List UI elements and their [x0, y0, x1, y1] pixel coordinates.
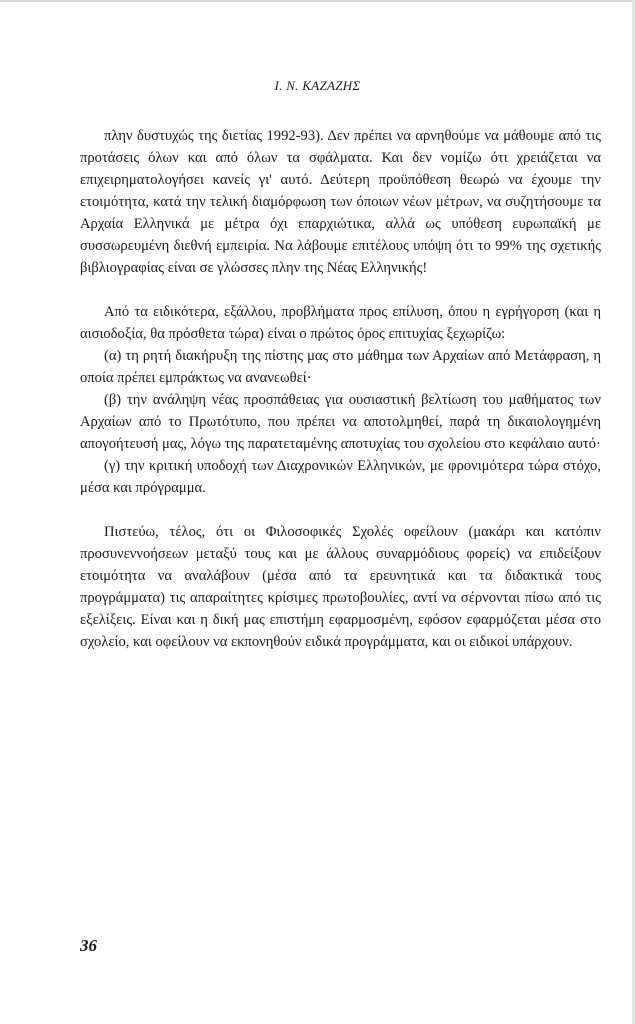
list-item-b: (β) την ανάληψη νέας προσπάθειας για ουσιαστική βελτίωση του μαθήματος των Αρχαίων από το Πρωτότυπο, που πρέπει να αποτολμηθεί, παρά τη δικαιολογημένη απογοήτευσή μας, λόγω της παρατεταμένης αποτυχίας του σχολείου στο κεφάλαιο αυτό·: [80, 392, 601, 452]
paragraph-conclusion: Πιστεύω, τέλος, ότι οι Φιλοσοφικές Σχολές οφείλουν (μακάρι και κατόπιν προσυνεννοήσεων μεταξύ τους και με άλλους συναρμόδιους φορείς) να επιδείξουν ετοιμότητα να αναλάβουν (μέσα από τα ερευνητικά και τα διδακτικά τους προγράμματα) τις απαραίτητες κρίσιμες πρωτοβουλίες, αντί να σέρνονται πίσω από τις εξελίξεις. Είναι και η δική μας επιστήμη εφαρμοσμένη, εφόσον εφαρμόζεται μέσα στο σχολείο, και οφείλουν να εκπονηθούν ειδικά προγράμματα, και οι ειδικοί υπάρχουν.: [80, 524, 601, 650]
scan-edge-top: [0, 0, 635, 2]
list-item-a: (α) τη ρητή διακήρυξη της πίστης μας στο μάθημα των Αρχαίων από Μετάφραση, η οποία πρέπει εμπράκτως να ανανεωθεί·: [80, 348, 601, 386]
page-body: [80, 125, 601, 653]
paragraph-problems: [80, 301, 601, 499]
page-number: 36: [80, 936, 97, 955]
paragraph-continued: πλην δυστυχώς της διετίας 1992-93). Δεν πρέπει να αρνηθούμε να μάθουμε από τις προτάσεις όλων και από όλων τα σφάλματα. Και δεν νομίζω ότι χρειάζεται να επιχειρηματολογήσει κανείς γι' αυτό. Δεύτερη προϋπόθεση θεωρώ να έχουμε την ετοιμότητα, κατά την τελική διαμόρφωση των όποιων νέων μέτρων, να συζητήσουμε τα Αρχαία Ελληνικά με μέτρα όχι επαρχιώτικα, αλλά ως υπόθεση ευρωπαϊκή με συσσωρευμένη διεθνή εμπειρία. Να λάβουμε επιτέλους υπόψη ότι το 99% της σχετικής βιβλιογραφίας είναι σε γλώσσες πλην της Νέας Ελληνικής!: [80, 128, 601, 276]
paragraph-problems-intro: Από τα ειδικότερα, εξάλλου, προβλήματα προς επίλυση, όπου η εγρήγορση (και η αισιοδοξία, θα πρόσθετα τώρα) είναι ο πρώτος όρος επιτυχίας ξεχωρίζω:: [80, 304, 601, 342]
list-item-c: (γ) την κριτική υποδοχή των Διαχρονικών Ελληνικών, με φρονιμότερα τώρα στόχο, μέσα και πρόγραμμα.: [80, 458, 601, 496]
running-header: Ι. Ν. ΚΑΖΑΖΗΣ: [274, 78, 361, 93]
